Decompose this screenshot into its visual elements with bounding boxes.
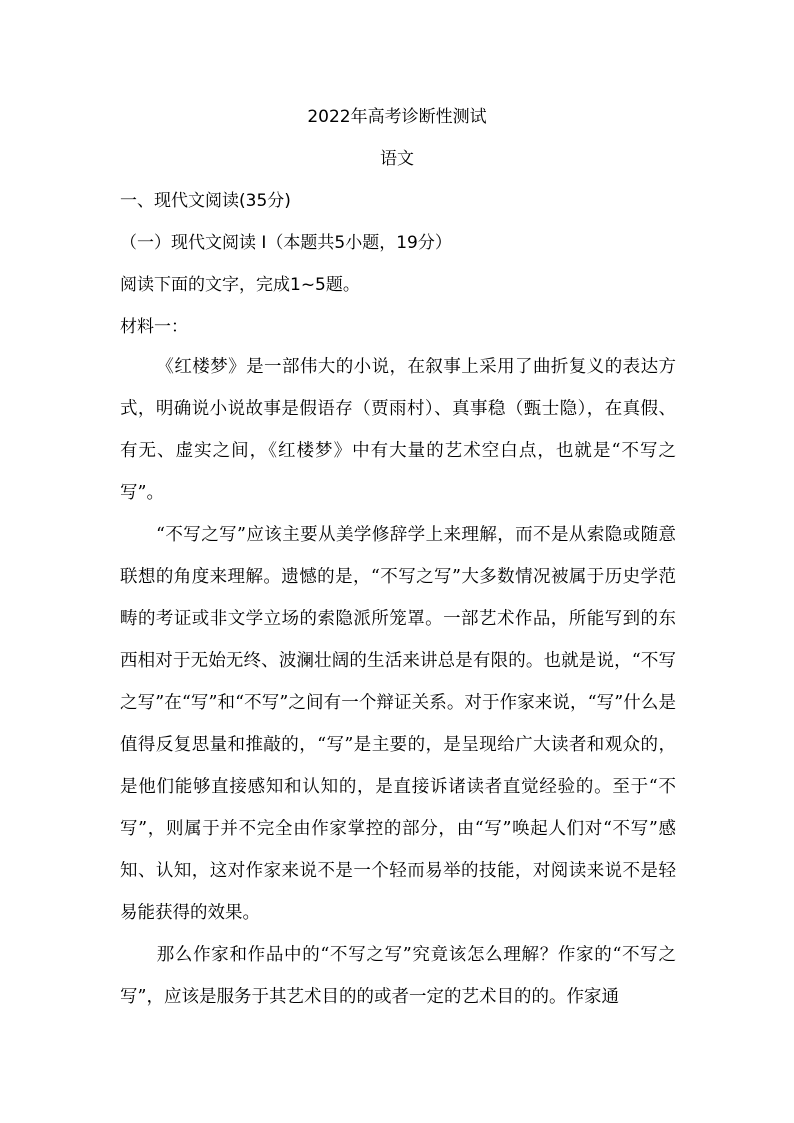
material-label: 材料一： — [120, 317, 188, 337]
paragraph-2-text: “不写之写”应该主要从美学修辞学上来理解，而不是从索隐或随意联想的角度来理解。遗憾的是，“不写之写”大多数情况被属于历史学范畴的考证或非文学立场的索隐派所笼罩。一部艺术作品，所能写到的东西相对于无始无终、波澜壮阔的生活来讲总是有限的。也就是说，“不写之写”在“写”和“不写”之间有一个辩证关系。对于作家来说，“写”什么是值得反复思量和推敲的，“写”是主要的，是呈现给广大读者和观众的，是他们能够直接感知和认知的，是直接诉诸读者直觉经验的。至于“不写”，则属于并不完全由作家掌控的部分，由“写”唤起人们对“不写”感知、认知，这对作家来说不是一个轻而易举的技能，对阅读来说不是轻易能获得的效果。 — [120, 525, 676, 923]
paragraph-3 — [120, 934, 676, 1018]
subject-title: 语文 — [380, 149, 414, 169]
section-heading: 一、现代文阅读(35分) — [120, 191, 291, 211]
paragraph-1-text: 《红楼梦》是一部伟大的小说，在叙事上采用了曲折复义的表达方式，明确说小说故事是假语存（贾雨村）、真事稳（甄士隐），在真假、有无、虚实之间，《红楼梦》中有大量的艺术空白点，也就是“不写之写”。 — [120, 357, 676, 503]
paragraph-1 — [120, 346, 676, 514]
document-title: 2022年高考诊断性测试 — [307, 107, 487, 127]
reading-instruction: 阅读下面的文字，完成1~5题。 — [120, 275, 360, 295]
paragraph-3-text: 那么作家和作品中的“不写之写”究竟该怎么理解？作家的“不写之写”，应该是服务于其艺术目的的或者一定的艺术目的的。作家通 — [120, 945, 676, 1007]
paragraph-2 — [120, 514, 676, 934]
subsection-heading: （一）现代文阅读 I（本题共5小题，19分） — [120, 233, 452, 253]
